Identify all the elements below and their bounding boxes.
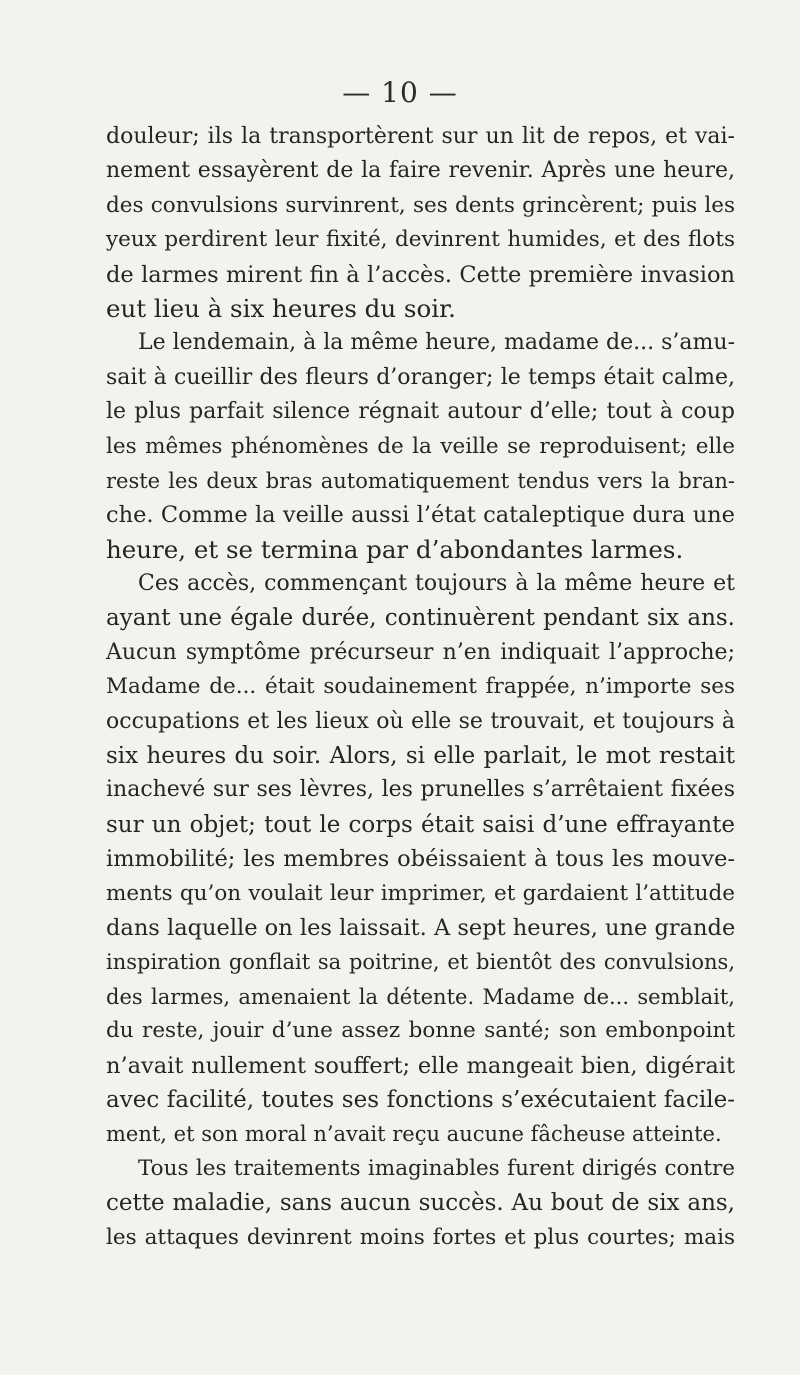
text-line: sur un objet; tout le corps était saisi d’une effrayante xyxy=(106,811,735,838)
text-line: douleur; ils la transportèrent sur un lit de repos, et vai- xyxy=(106,124,735,149)
body-text xyxy=(106,120,735,1255)
text-line: des larmes, amenaient la détente. Madame de... semblait, xyxy=(106,984,735,1009)
text-line: Aucun symptôme précurseur n’en indiquait l’approche; xyxy=(106,639,735,665)
text-line: yeux perdirent leur fixité, devinrent humides, et des flots xyxy=(106,227,735,253)
text-line: reste les deux bras automatiquement tendus vers la bran- xyxy=(106,468,735,493)
text-line: eut lieu à six heures du soir. xyxy=(106,293,456,323)
text-line: Madame de... était soudainement frappée, n’importe ses xyxy=(106,674,735,700)
text-line: Le lendemain, à la même heure, madame de... s’amu- xyxy=(138,330,735,356)
text-line: immobilité; les membres obéissaient à tous les mouve- xyxy=(106,846,735,873)
text-line: nement essayèrent de la faire revenir. Après une heure, xyxy=(106,158,735,184)
text-line: dans laquelle on les laissait. A sept heures, une grande xyxy=(106,914,736,941)
text-line: Ces accès, commençant toujours à la même heure et xyxy=(138,571,735,597)
text-line: che. Comme la veille aussi l’état cataleptique dura une xyxy=(106,502,735,529)
text-line: ayant une égale durée, continuèrent pendant six ans. xyxy=(106,605,735,632)
text-line: sait à cueillir des fleurs d’oranger; le temps était calme, xyxy=(106,364,735,390)
text-line: six heures du soir. Alors, si elle parlait, le mot restait xyxy=(106,743,735,770)
text-line: des convulsions survinrent, ses dents grincèrent; puis les xyxy=(106,192,735,218)
text-line: avec facilité, toutes ses fonctions s’exécutaient facile- xyxy=(106,1086,735,1113)
text-line: les attaques devinrent moins fortes et plus courtes; mais xyxy=(106,1224,735,1250)
text-line: ment, et son moral n’avait reçu aucune fâcheuse atteinte. xyxy=(106,1122,722,1147)
text-line: les mêmes phénomènes de la veille se reproduisent; elle xyxy=(106,433,735,459)
text-line: ments qu’on voulait leur imprimer, et gardaient l’attitude xyxy=(106,880,735,906)
text-line: n’avait nullement souffert; elle mangeait bien, digérait xyxy=(106,1052,735,1079)
text-line: heure, et se termina par d’abondantes larmes. xyxy=(106,534,684,564)
text-line: de larmes mirent fin à l’accès. Cette première invasion xyxy=(106,261,735,288)
text-line: inspiration gonflait sa poitrine, et bientôt des convulsions, xyxy=(106,950,735,975)
text-line: le plus parfait silence régnait autour d’elle; tout à coup xyxy=(106,399,735,425)
text-line: Tous les traitements imaginables furent dirigés contre xyxy=(138,1155,735,1181)
text-line: occupations et les lieux où elle se trouvait, et toujours à xyxy=(106,708,735,734)
text-line: cette maladie, sans aucun succès. Au bout de six ans, xyxy=(106,1190,735,1217)
page-number: — 10 — xyxy=(342,76,458,109)
text-line: inachevé sur ses lèvres, les prunelles s’arrêtaient fixées xyxy=(106,777,735,803)
text-line: du reste, jouir d’une assez bonne santé; son embonpoint xyxy=(106,1018,735,1044)
